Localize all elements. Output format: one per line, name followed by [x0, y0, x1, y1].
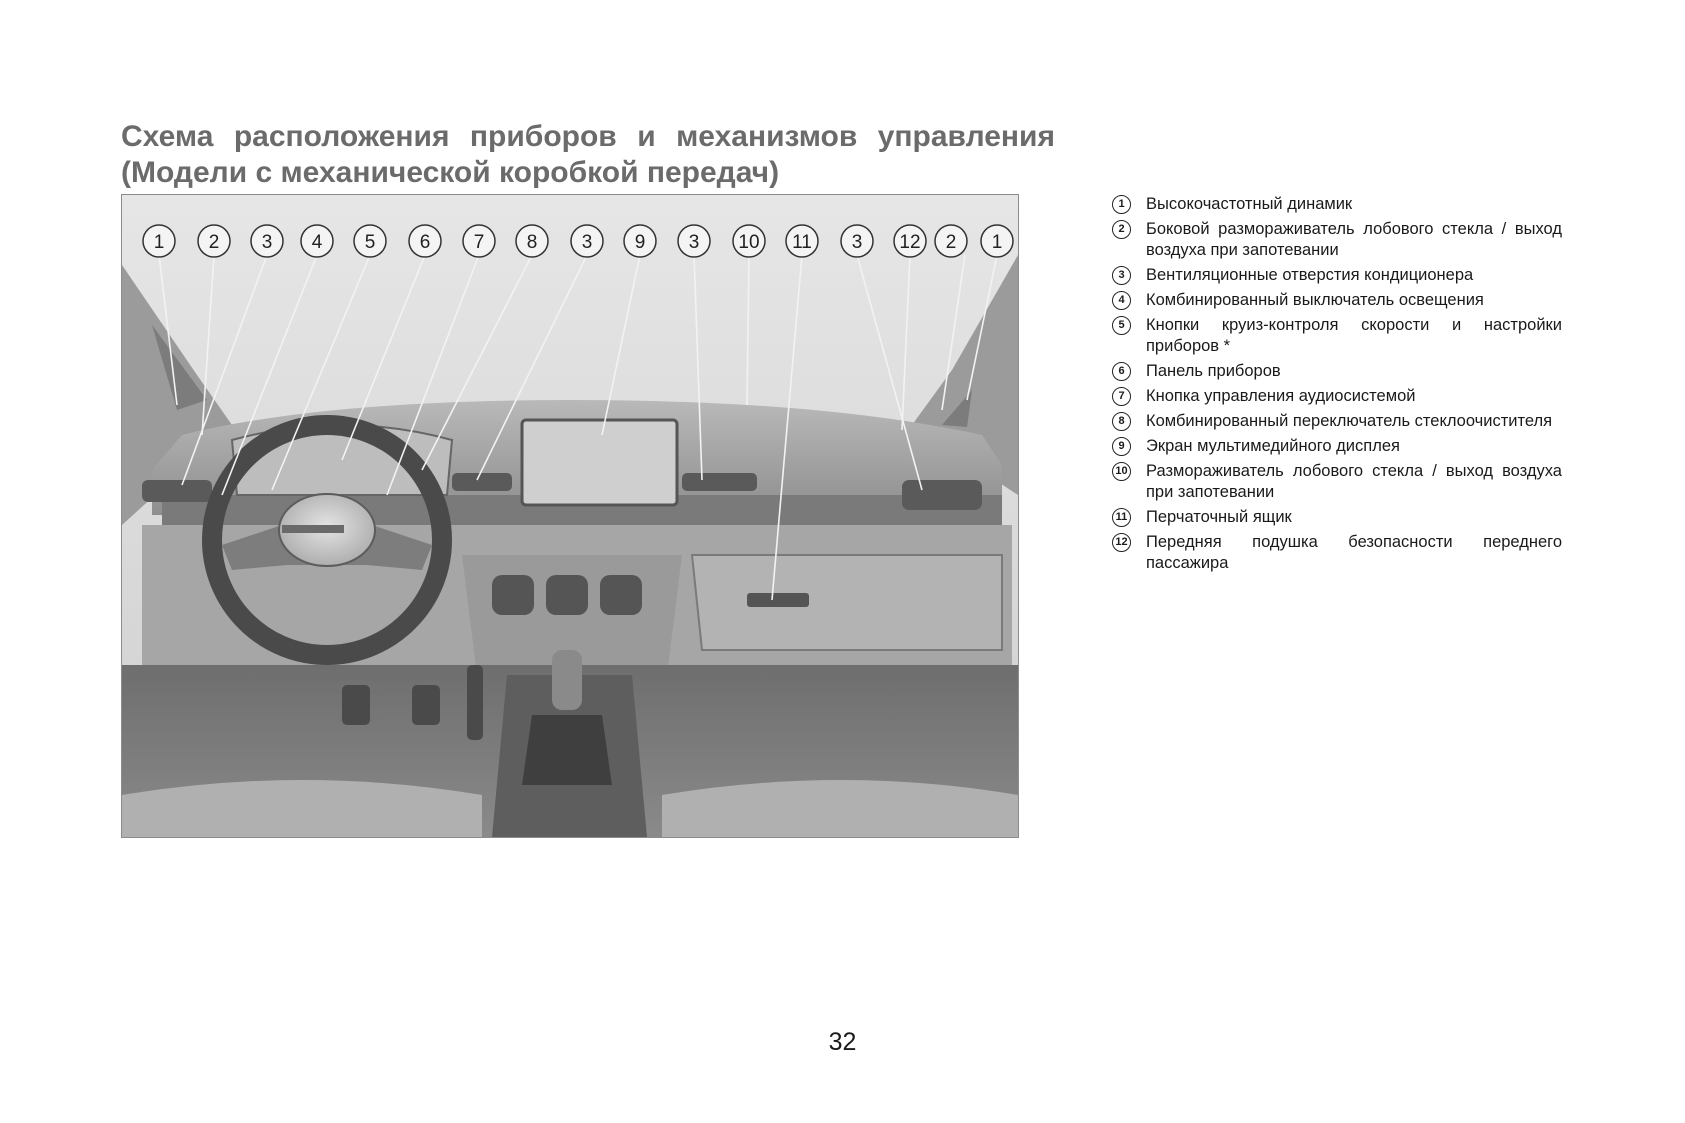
callout-marker: [463, 225, 495, 257]
legend-number: 5: [1112, 316, 1131, 335]
legend-text: Боковой размораживатель лобового стекла / выход воздуха при запотевании: [1146, 220, 1562, 259]
callout-label: 1: [991, 232, 1003, 253]
legend-number: 12: [1112, 533, 1131, 552]
legend-text: Перчаточный ящик: [1146, 508, 1292, 526]
legend-number: 10: [1112, 462, 1131, 481]
legend-item: [1112, 265, 1562, 286]
callout-marker: [409, 225, 441, 257]
gear-boot: [522, 715, 612, 785]
brake-pedal: [412, 685, 440, 725]
callout-label: 4: [311, 232, 323, 253]
callout-marker: [786, 225, 818, 257]
callout-label: 3: [688, 232, 700, 253]
legend-item: [1112, 411, 1562, 432]
legend-number: 9: [1112, 437, 1131, 456]
accelerator-pedal: [467, 665, 483, 740]
callout-marker: [678, 225, 710, 257]
legend-item: [1112, 461, 1562, 503]
legend-text: Кнопка управления аудиосистемой: [1146, 387, 1416, 405]
legend-item: [1112, 194, 1562, 215]
section-title-line-2: (Модели с механической коробкой передач): [121, 156, 780, 189]
legend-text: Передняя подушка безопасности переднего пассажира: [1146, 533, 1562, 572]
gear-shifter: [552, 650, 582, 710]
legend-item: [1112, 436, 1562, 457]
climate-knob-center: [546, 575, 588, 615]
callout-label: 3: [261, 232, 273, 253]
legend-text: Комбинированный выключатель освещения: [1146, 291, 1484, 309]
legend-number: 11: [1112, 508, 1131, 527]
callout-label: 8: [526, 232, 538, 253]
callout-marker: [571, 225, 603, 257]
section-title: [121, 119, 1055, 191]
multimedia-screen: [522, 420, 677, 505]
page-number: 32: [828, 1028, 857, 1056]
legend-item: [1112, 361, 1562, 382]
steering-wheel-badge: [282, 525, 344, 533]
callout-label: 2: [208, 232, 220, 253]
callout-label: 1: [153, 232, 165, 253]
section-title-line-1: Схема расположения приборов и механизмов управления: [121, 120, 1055, 153]
legend-number: 1: [1112, 195, 1131, 214]
callout-label: 12: [899, 232, 921, 253]
callout-label: 3: [581, 232, 593, 253]
legend-number: 7: [1112, 387, 1131, 406]
right-vent: [902, 480, 982, 510]
legend-number: 2: [1112, 220, 1131, 239]
callout-label: 11: [792, 232, 812, 253]
callout-marker: [251, 225, 283, 257]
dashboard-drawing: [122, 195, 1018, 837]
callout-marker: [354, 225, 386, 257]
legend-number: 3: [1112, 266, 1131, 285]
climate-knob-right: [600, 575, 642, 615]
dashboard-illustration: [121, 194, 1019, 838]
callout-marker: [198, 225, 230, 257]
legend-item: [1112, 532, 1562, 574]
callout-marker: [935, 225, 967, 257]
callout-label: 7: [473, 232, 485, 253]
legend-text: Высокочастотный динамик: [1146, 195, 1353, 213]
center-right-vent: [682, 473, 757, 491]
callout-label: 6: [419, 232, 431, 253]
callout-marker: [516, 225, 548, 257]
callout-label: 3: [851, 232, 863, 253]
legend-item: [1112, 290, 1562, 311]
legend-text: Панель приборов: [1146, 362, 1281, 380]
legend-item: [1112, 219, 1562, 261]
legend-number: 4: [1112, 291, 1131, 310]
legend-text: Кнопки круиз-контроля скорости и настройки приборов *: [1146, 316, 1562, 355]
callout-marker: [143, 225, 175, 257]
legend-text: Вентиляционные отверстия кондиционера: [1146, 266, 1474, 284]
callout-marker: [981, 225, 1013, 257]
legend-number: 8: [1112, 412, 1131, 431]
glove-box: [692, 555, 1002, 650]
legend-item: [1112, 507, 1562, 528]
legend-text: Размораживатель лобового стекла / выход воздуха при запотевании: [1146, 462, 1562, 501]
callout-marker: [301, 225, 333, 257]
legend-text: Экран мультимедийного дисплея: [1146, 437, 1400, 455]
center-left-vent: [452, 473, 512, 491]
callout-label: 5: [364, 232, 376, 253]
left-vent: [142, 480, 212, 502]
legend-text: Комбинированный переключатель стеклоочистителя: [1146, 412, 1553, 430]
callout-marker: [624, 225, 656, 257]
callout-marker: [733, 225, 765, 257]
passenger-seat: [662, 780, 1018, 837]
callout-label: 2: [945, 232, 957, 253]
legend-list: [1112, 194, 1562, 578]
legend-item: [1112, 315, 1562, 357]
callout-marker: [894, 225, 926, 257]
driver-seat: [122, 780, 482, 837]
climate-knob-left: [492, 575, 534, 615]
callout-label: 9: [634, 232, 646, 253]
glove-box-handle: [747, 593, 809, 607]
legend-number: 6: [1112, 362, 1131, 381]
callout-label: 10: [738, 232, 760, 253]
clutch-pedal: [342, 685, 370, 725]
legend-item: [1112, 386, 1562, 407]
callout-marker: [841, 225, 873, 257]
